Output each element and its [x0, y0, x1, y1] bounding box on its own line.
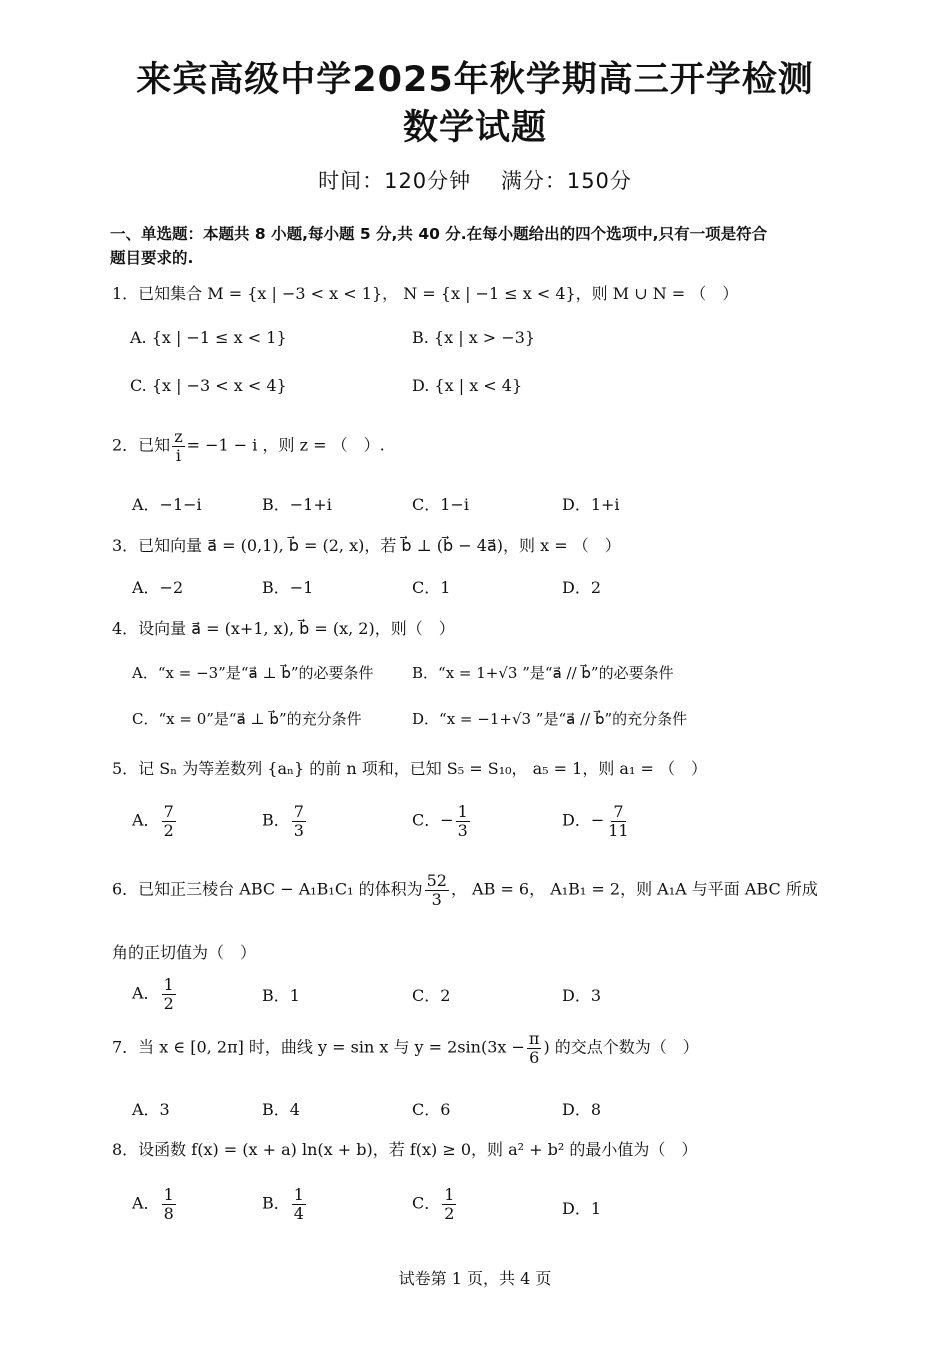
q1-option-a: A. {x | −1 ≤ x < 1} [130, 328, 287, 347]
question-5-stem: 5．记 Sₙ 为等差数列 {aₙ} 的前 n 项和，已知 S₅ = S₁₀， a₅ = 1，则 a₁ = （ ） [112, 759, 707, 778]
q2-option-b: B．−1+i [262, 495, 332, 514]
question-6-stem: 6．已知正三棱台 ABC − A₁B₁C₁ 的体积为 $\frac{52}{3}$ ， AB = 6， A₁B₁ = 2，则 A₁A 与平面 ABC 所成 [112, 871, 818, 909]
q1-option-d: D. {x | x < 4} [412, 376, 523, 395]
q6-option-d: D．3 [562, 986, 602, 1005]
q4-option-d: D．“x = −1+√3 ”是“a⃗ // b⃗”的充分条件 [412, 710, 688, 728]
q6-option-a: A． $\frac{1}{2}$ [132, 975, 174, 1013]
q6-fraction: $\frac{52}{3}$ [426, 871, 447, 909]
q4-option-c: C．“x = 0”是“a⃗ ⊥ b⃗”的充分条件 [132, 710, 362, 728]
exam-title: 来宾高级中学2025年秋学期高三开学检测 [136, 60, 814, 100]
question-2-stem: 2．已知 $\frac{z}{i}$ = −1 − i ，则 z = （ ）. [112, 427, 385, 465]
question-4-stem: 4．设向量 a⃗ = (x+1, x), b⃗ = (x, 2)，则（ ） [112, 619, 455, 638]
question-6-stem-cont: 角的正切值为（ ） [112, 943, 257, 962]
q5-option-d: D．− $\frac{7}{11}$ [562, 802, 629, 840]
q2-fraction: $\frac{z}{i}$ [174, 427, 183, 465]
q8-option-d: D．1 [562, 1199, 602, 1218]
exam-subject: 数学试题 [402, 108, 547, 148]
q7-option-b: B．4 [262, 1100, 300, 1119]
q4-option-b: B．“x = 1+√3 ”是“a⃗ // b⃗”的必要条件 [412, 664, 674, 682]
q3-option-a: A．−2 [132, 578, 184, 597]
q7-fraction: $\frac{\pi}{6}$ [528, 1029, 540, 1067]
q8-option-c: C． $\frac{1}{2}$ [412, 1185, 455, 1223]
question-7-stem: 7．当 x ∈ [0, 2π] 时，曲线 y = sin x 与 y = 2sin(3x − $\frac{\pi}{6}$ ) 的交点个数为（ ） [112, 1029, 699, 1067]
q5-option-a: A． $\frac{7}{2}$ [132, 802, 174, 840]
q8-option-a: A． $\frac{1}{8}$ [132, 1185, 174, 1223]
q6-option-b: B．1 [262, 986, 300, 1005]
exam-time-info: 时间：120分钟 满分：150分 [318, 169, 632, 193]
q6-option-c: C．2 [412, 986, 451, 1005]
page-footer: 试卷第 1 页，共 4 页 [398, 1269, 552, 1288]
q7-option-a: A．3 [132, 1100, 170, 1119]
q2-option-d: D．1+i [562, 495, 620, 514]
question-1-stem: 1．已知集合 M = {x | −3 < x < 1}， N = {x | −1 ≤ x < 4}，则 M ∪ N = （ ） [112, 284, 739, 303]
q3-option-d: D．2 [562, 578, 602, 597]
q8-option-b: B． $\frac{1}{4}$ [262, 1185, 304, 1223]
q7-option-d: D．8 [562, 1100, 602, 1119]
section-heading-cont: 题目要求的. [110, 249, 194, 267]
q5-option-c: C．− $\frac{1}{3}$ [412, 802, 468, 840]
question-8-stem: 8．设函数 f(x) = (x + a) ln(x + b)，若 f(x) ≥ 0，则 a² + b² 的最小值为（ ） [112, 1140, 698, 1159]
q2-option-c: C．1−i [412, 495, 469, 514]
q4-option-a: A．“x = −3”是“a⃗ ⊥ b⃗”的必要条件 [132, 664, 374, 682]
q3-option-c: C．1 [412, 578, 451, 597]
q1-option-c: C. {x | −3 < x < 4} [130, 376, 287, 395]
q7-option-c: C．6 [412, 1100, 451, 1119]
question-3-stem: 3．已知向量 a⃗ = (0,1), b⃗ = (2, x)，若 b⃗ ⊥ (b⃗ − 4a⃗)，则 x = （ ） [112, 536, 621, 555]
q5-option-b: B． $\frac{7}{3}$ [262, 802, 304, 840]
section-heading: 一、单选题：本题共 8 小题,每小题 5 分,共 40 分.在每小题给出的四个选项中,只有一项是符合 [110, 225, 768, 243]
q1-option-b: B. {x | x > −3} [412, 328, 536, 347]
q2-option-a: A．−1−i [132, 495, 202, 514]
q3-option-b: B．−1 [262, 578, 314, 597]
